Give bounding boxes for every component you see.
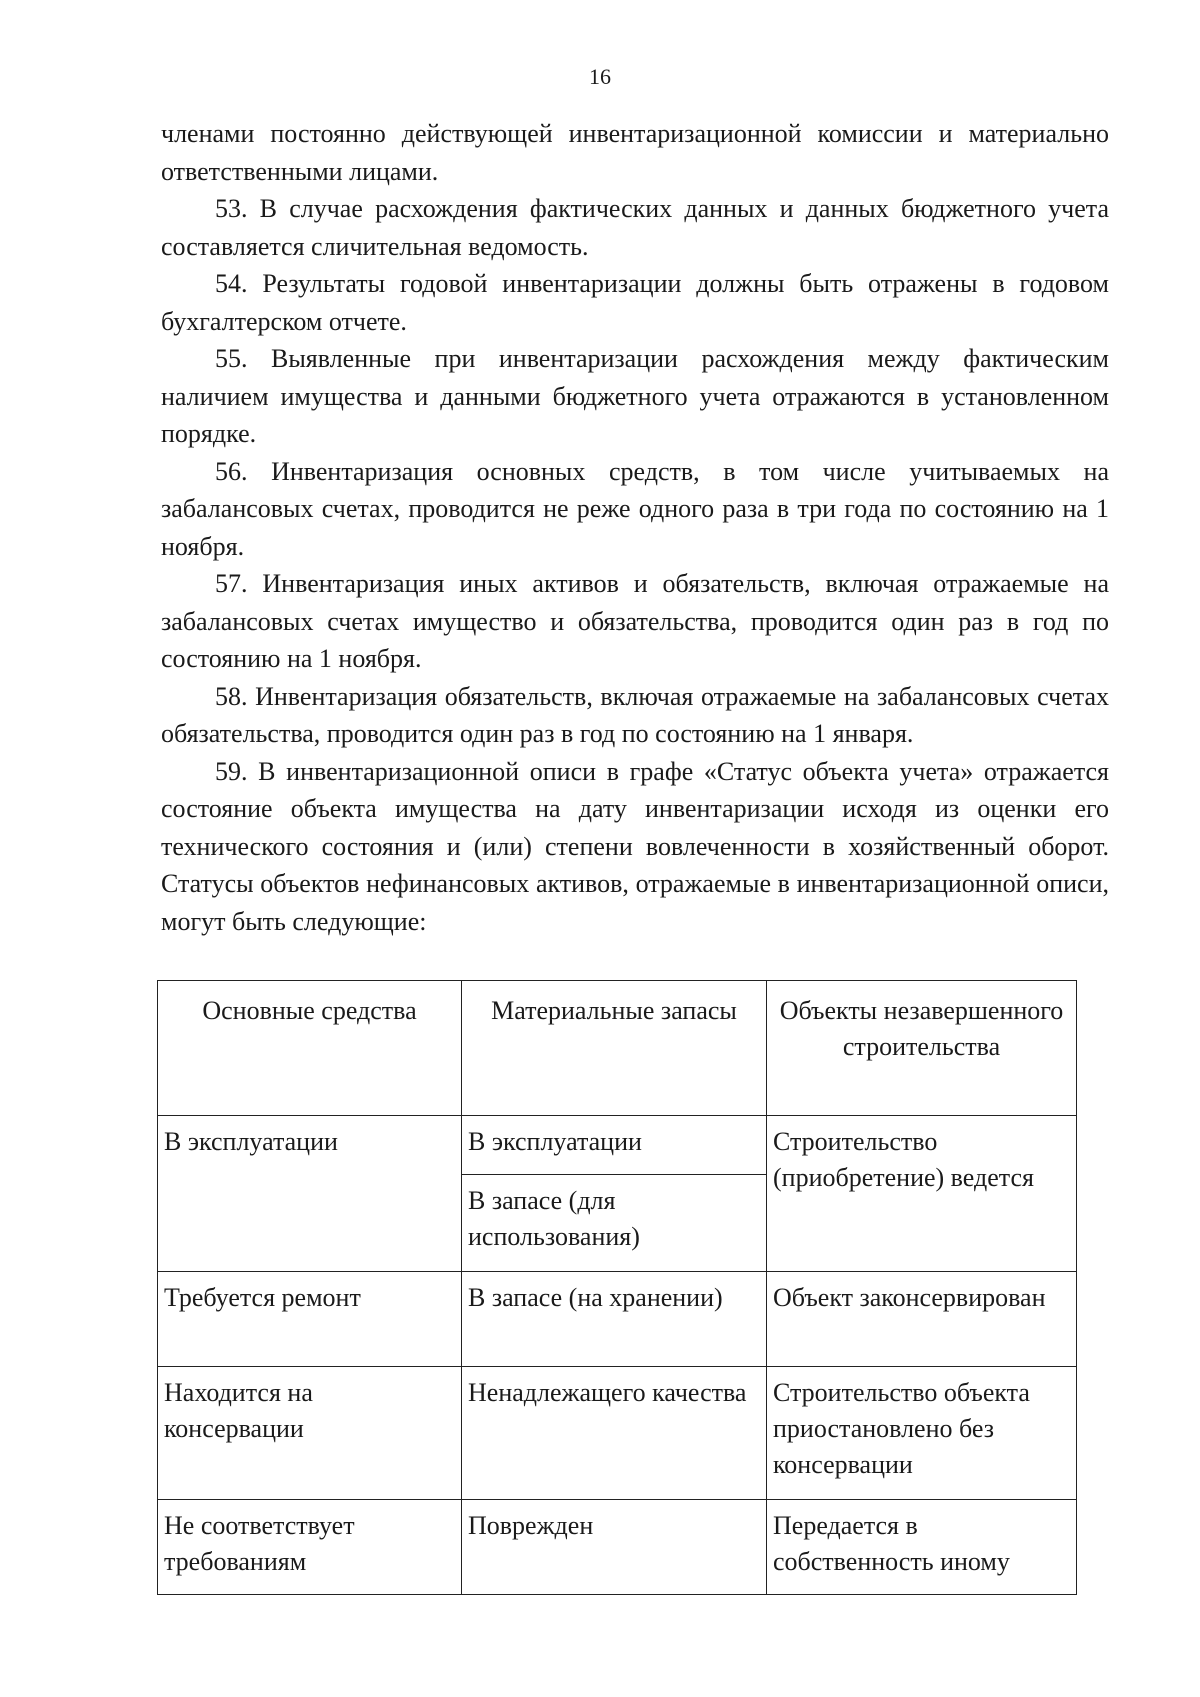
header-construction-in-progress: Объекты незавершенного строительства	[767, 981, 1077, 1116]
table-cell: В запасе (на хранении)	[462, 1272, 767, 1367]
table-cell: Объект законсервирован	[767, 1272, 1077, 1367]
asset-status-table	[157, 980, 1077, 1595]
table-cell: В эксплуатации	[158, 1116, 462, 1272]
paragraph-58: 58. Инвентаризация обязательств, включая отражаемые на забалансовых счетах обязательства, проводится один раз в год по состоянию на 1 января.	[161, 681, 1109, 748]
document-body	[161, 115, 1109, 940]
table-row	[158, 1272, 1077, 1367]
table-cell: Не соответствует требованиям	[158, 1500, 462, 1595]
paragraph-59: 59. В инвентаризационной описи в графе «Статус объекта учета» отражается состояние объекта имущества на дату инвентаризации исходя из оценки его технического состояния и (или) степени вовлеченности в хозяйственный оборот. Статусы объектов нефинансовых активов, отражаемые в инвентаризационной описи, могут быть следующие:	[161, 756, 1109, 936]
table-cell: Поврежден	[462, 1500, 767, 1595]
table-cell: В эксплуатации	[462, 1116, 767, 1175]
table-cell: Требуется ремонт	[158, 1272, 462, 1367]
table-cell: Строительство объекта приостановлено без консервации	[767, 1367, 1077, 1500]
paragraph-55: 55. Выявленные при инвентаризации расхождения между фактическим наличием имущества и данными бюджетного учета отражаются в установленном порядке.	[161, 344, 1109, 448]
table-cell: В запасе (для использования)	[462, 1175, 767, 1272]
page-number: 16	[589, 64, 611, 89]
paragraph-continuation: членами постоянно действующей инвентаризационной комиссии и материально ответственными лицами.	[161, 119, 1109, 186]
table-row	[158, 1116, 1077, 1175]
paragraph-54: 54. Результаты годовой инвентаризации должны быть отражены в годовом бухгалтерском отчете.	[161, 269, 1109, 336]
table-row	[158, 1500, 1077, 1595]
paragraph-57: 57. Инвентаризация иных активов и обязательств, включая отражаемые на забалансовых счетах имущество и обязательства, проводится один раз в год по состоянию на 1 ноября.	[161, 569, 1109, 673]
paragraph-56: 56. Инвентаризация основных средств, в том числе учитываемых на забалансовых счетах, проводится не реже одного раза в три года по состоянию на 1 ноября.	[161, 456, 1109, 561]
table-cell: Передается в собственность иному	[767, 1500, 1077, 1595]
table-cell: Находится на консервации	[158, 1367, 462, 1500]
table-header-row	[158, 981, 1077, 1116]
table-cell: Ненадлежащего качества	[462, 1367, 767, 1500]
table-cell: Строительство (приобретение) ведется	[767, 1116, 1077, 1272]
header-inventories: Материальные запасы	[462, 981, 767, 1116]
paragraph-53: 53. В случае расхождения фактических данных и данных бюджетного учета составляется сличительная ведомость.	[161, 194, 1109, 261]
table-row	[158, 1367, 1077, 1500]
header-fixed-assets: Основные средства	[158, 981, 462, 1116]
